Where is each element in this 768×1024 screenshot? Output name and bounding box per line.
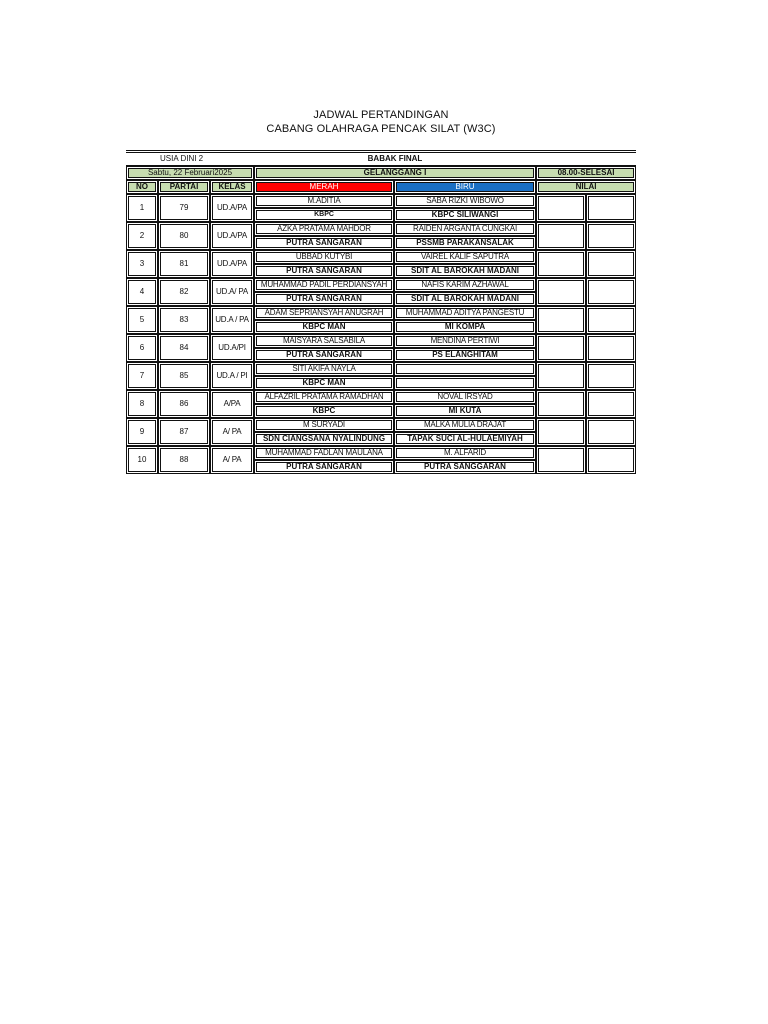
blue-athlete-club: MI KUTA: [394, 404, 536, 418]
score-blue-cell: [586, 222, 636, 250]
score-red-cell: [536, 446, 586, 474]
score-blue-cell: [586, 362, 636, 390]
match-partai: 85: [158, 362, 210, 390]
match-row: [126, 334, 636, 348]
match-row: [126, 194, 636, 208]
red-athlete-name: MAISYARA SALSABILA: [254, 334, 394, 348]
header-row-2: [126, 180, 636, 194]
match-partai: 87: [158, 418, 210, 446]
match-partai: 82: [158, 278, 210, 306]
match-partai: 81: [158, 250, 210, 278]
blue-athlete-name: SABA RIZKI WIBOWO: [394, 194, 536, 208]
schedule-sheet: [126, 150, 636, 474]
red-athlete-club: PUTRA SANGARAN: [254, 236, 394, 250]
match-no: 1: [126, 194, 158, 222]
red-athlete-club: KBPC MAN: [254, 320, 394, 334]
blue-athlete-club: PS ELANGHITAM: [394, 348, 536, 362]
red-athlete-name: M.ADITIA: [254, 194, 394, 208]
title-line-2: CABANG OLAHRAGA PENCAK SILAT (W3C): [266, 123, 496, 135]
red-athlete-name: ADAM SEPRIANSYAH ANUGRAH: [254, 306, 394, 320]
document-title: [126, 108, 636, 136]
match-no: 7: [126, 362, 158, 390]
red-athlete-club: PUTRA SANGARAN: [254, 348, 394, 362]
col-partai-header: PARTAI: [158, 180, 210, 194]
match-kelas: UD.A/ PA: [210, 278, 254, 306]
red-athlete-name: SITI AKIFA NAYLA: [254, 362, 394, 376]
blue-athlete-club: SDIT AL BAROKAH MADANI: [394, 264, 536, 278]
match-row: [126, 306, 636, 320]
score-red-cell: [536, 362, 586, 390]
blue-athlete-name: MUHAMMAD ADITYA PANGESTU: [394, 306, 536, 320]
match-partai: 86: [158, 390, 210, 418]
score-blue-cell: [586, 418, 636, 446]
title-line-1: JADWAL PERTANDINGAN: [313, 109, 449, 121]
match-no: 5: [126, 306, 158, 334]
time-label: 08.00-SELESAI: [536, 166, 636, 180]
red-athlete-name: ALFAZRIL PRATAMA RAMADHAN: [254, 390, 394, 404]
match-kelas: A/PA: [210, 390, 254, 418]
blue-athlete-name: NOVAL IRSYAD: [394, 390, 536, 404]
match-no: 6: [126, 334, 158, 362]
score-red-cell: [536, 418, 586, 446]
score-blue-cell: [586, 250, 636, 278]
blue-athlete-name: NAFIS KARIM AZHAWAL: [394, 278, 536, 292]
col-kelas-header: KELAS: [210, 180, 254, 194]
blue-athlete-club: [394, 376, 536, 390]
match-no: 8: [126, 390, 158, 418]
score-red-cell: [536, 194, 586, 222]
match-row: [126, 418, 636, 432]
match-row: [126, 222, 636, 236]
match-date: Sabtu, 22 Februari2025: [126, 166, 254, 180]
blue-athlete-name: MENDINA PERTIWI: [394, 334, 536, 348]
col-biru-header: BIRU: [394, 180, 536, 194]
red-athlete-name: AZKA PRATAMA MAHDOR: [254, 222, 394, 236]
score-red-cell: [536, 250, 586, 278]
score-red-cell: [536, 306, 586, 334]
score-red-cell: [536, 222, 586, 250]
red-athlete-club: SDN CIANGSANA NYALINDUNG: [254, 432, 394, 446]
arena-label: GELANGGANG I: [254, 166, 536, 180]
match-row: [126, 446, 636, 460]
score-red-cell: [536, 334, 586, 362]
red-athlete-club: PUTRA SANGARAN: [254, 460, 394, 474]
blue-athlete-club: MI KOMPA: [394, 320, 536, 334]
blue-athlete-club: KBPC SILIWANGI: [394, 208, 536, 222]
red-athlete-club: KBPC MAN: [254, 376, 394, 390]
score-blue-cell: [586, 446, 636, 474]
match-row: [126, 362, 636, 376]
match-kelas: UD.A/PA: [210, 222, 254, 250]
blue-athlete-name: [394, 362, 536, 376]
score-blue-cell: [586, 334, 636, 362]
info-row: [126, 153, 636, 166]
blue-athlete-name: M. ALFARID: [394, 446, 536, 460]
schedule-table: [126, 166, 636, 474]
blue-athlete-name: VAIREL KALIF SAPUTRA: [394, 250, 536, 264]
col-no-header: NO: [126, 180, 158, 194]
match-no: 9: [126, 418, 158, 446]
match-kelas: A/ PA: [210, 418, 254, 446]
match-kelas: UD.A / PI: [210, 362, 254, 390]
match-kelas: UD.A / PA: [210, 306, 254, 334]
match-kelas: A/ PA: [210, 446, 254, 474]
score-red-cell: [536, 278, 586, 306]
blue-athlete-name: MALKA MULIA DRAJAT: [394, 418, 536, 432]
score-blue-cell: [586, 194, 636, 222]
red-athlete-name: M SURYADI: [254, 418, 394, 432]
header-row-1: [126, 166, 636, 180]
score-blue-cell: [586, 390, 636, 418]
red-athlete-name: MUHAMMAD FADLAN MAULANA: [254, 446, 394, 460]
match-no: 3: [126, 250, 158, 278]
score-red-cell: [536, 390, 586, 418]
red-athlete-club: PUTRA SANGARAN: [254, 292, 394, 306]
match-kelas: UD.A/PI: [210, 334, 254, 362]
blue-athlete-club: PUTRA SANGGARAN: [394, 460, 536, 474]
red-athlete-club: PUTRA SANGARAN: [254, 264, 394, 278]
match-kelas: UD.A/PA: [210, 194, 254, 222]
blue-athlete-club: TAPAK SUCI AL-HULAEMIYAH: [394, 432, 536, 446]
match-kelas: UD.A/PA: [210, 250, 254, 278]
match-row: [126, 250, 636, 264]
match-partai: 83: [158, 306, 210, 334]
match-no: 10: [126, 446, 158, 474]
match-no: 2: [126, 222, 158, 250]
match-partai: 88: [158, 446, 210, 474]
score-blue-cell: [586, 306, 636, 334]
red-athlete-name: MUHAMMAD PADIL PERDIANSYAH: [254, 278, 394, 292]
blue-athlete-club: PSSMB PARAKANSALAK: [394, 236, 536, 250]
match-partai: 80: [158, 222, 210, 250]
red-athlete-club: KBPC: [254, 404, 394, 418]
red-athlete-club: KBPC: [254, 208, 394, 222]
red-athlete-name: UBBAD KUTYBI: [254, 250, 394, 264]
category-label: USIA DINI 2: [160, 154, 204, 163]
col-nilai-header: NILAI: [536, 180, 636, 194]
blue-athlete-club: SDIT AL BAROKAH MADANI: [394, 292, 536, 306]
blue-athlete-name: RAIDEN ARGANTA CUNGKAI: [394, 222, 536, 236]
match-row: [126, 278, 636, 292]
match-partai: 84: [158, 334, 210, 362]
round-label: BABAK FINAL: [367, 154, 423, 163]
match-partai: 79: [158, 194, 210, 222]
col-merah-header: MERAH: [254, 180, 394, 194]
match-row: [126, 390, 636, 404]
score-blue-cell: [586, 278, 636, 306]
match-no: 4: [126, 278, 158, 306]
